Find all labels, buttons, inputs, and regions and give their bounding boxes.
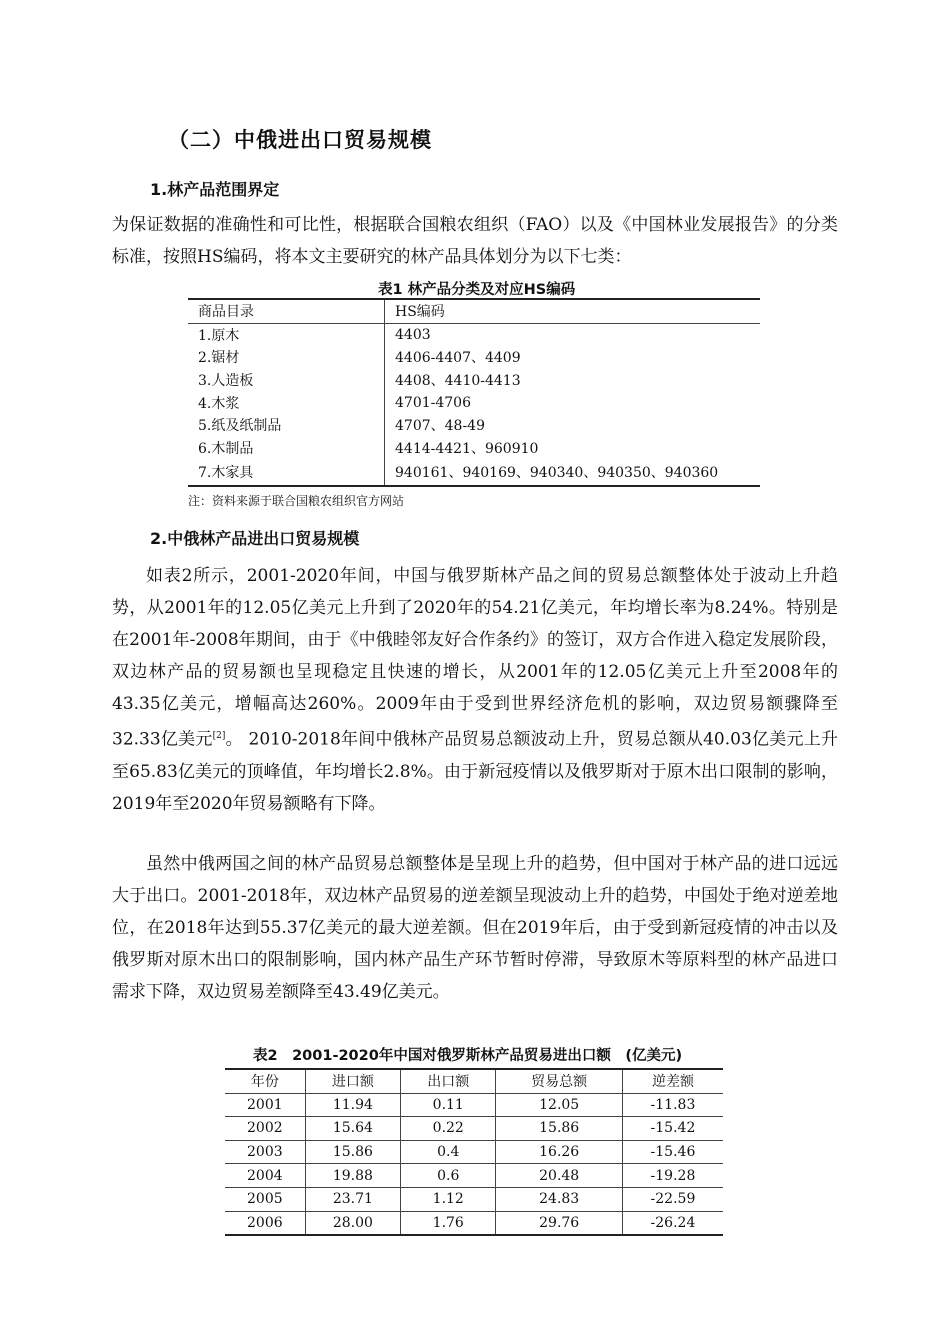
table1-cell: 2.锯材 <box>188 346 385 369</box>
table2-cell: 2005 <box>225 1187 305 1211</box>
table1-cell: 4408、4410-4413 <box>395 373 521 390</box>
table2-cell: 12.05 <box>496 1093 622 1117</box>
table2-header-cell: 贸易总额 <box>496 1069 622 1093</box>
table2-cell: -15.42 <box>622 1117 723 1141</box>
table2-cell: 28.00 <box>305 1211 400 1235</box>
table2-cell: 2004 <box>225 1164 305 1188</box>
table2-cell: -22.59 <box>622 1187 723 1211</box>
table-row <box>188 437 760 460</box>
paragraph-text: 。 2010-2018年间中俄林产品贸易总额波动上升，贸易总额从40.03亿美元上升至65.83亿美元的顶峰值，年均增长2.8%。由于新冠疫情以及俄罗斯对于原木出口限制的影响，2019年至2020年贸易额略有下降。 <box>112 729 838 814</box>
table2-cell: 29.76 <box>496 1211 622 1235</box>
table2-cell: 0.11 <box>401 1093 496 1117</box>
table1-cell: 6.木制品 <box>188 437 385 460</box>
table1-cell: 4701-4706 <box>395 394 471 411</box>
table2-cell: 0.4 <box>401 1140 496 1164</box>
trade-scale-paragraph-2: 虽然中俄两国之间的林产品贸易总额整体是呈现上升的趋势，但中国对于林产品的进口远远大于出口。2001-2018年，双边林产品贸易的逆差额呈现波动上升的趋势，中国处于绝对逆差地位，在2018年达到55.37亿美元的最大逆差额。但在2019年后，由于受到新冠疫情的冲击以及俄罗斯对原木出口的限制影响，国内林产品生产环节暂时停滞，导致原木等原料型的林产品进口需求下降，双边贸易差额降至43.49亿美元。 <box>112 854 838 1002</box>
table2-cell: 1.76 <box>401 1211 496 1235</box>
table2-cell: 24.83 <box>496 1187 622 1211</box>
table2-cell: 23.71 <box>305 1187 400 1211</box>
table1-cell: 5.纸及纸制品 <box>188 414 385 437</box>
table-row <box>188 369 760 392</box>
table2-cell: 2003 <box>225 1140 305 1164</box>
table-row <box>188 414 760 437</box>
paragraph-text: 如表2所示，2001-2020年间，中国与俄罗斯林产品之间的贸易总额整体处于波动上升趋势，从2001年的12.05亿美元上升到了2020年的54.21亿美元，年均增长率为8.24%。特别是在2001年-2008年期间，由于《中俄睦邻友好合作条约》的签订，双方合作进入稳定发展阶段，双边林产品的贸易额也呈现稳定且快速的增长，从2001年的12.05亿美元上升至2008年的43.35亿美元，增幅高达260%。2009年由于受到世界经济危机的影响，双边贸易额骤降至32.33亿美元 <box>112 566 838 750</box>
scope-paragraph: 为保证数据的准确性和可比性，根据联合国粮农组织（FAO）以及《中国林业发展报告》的分类标准，按照HS编码，将本文主要研究的林产品具体划分为以下七类： <box>112 215 838 267</box>
table2-cell: 15.64 <box>305 1117 400 1141</box>
table2-cell: 16.26 <box>496 1140 622 1164</box>
table-row <box>225 1093 723 1117</box>
table1-cell: 4406-4407、4409 <box>395 350 521 367</box>
subsection-heading-scope: 1.林产品范围界定 <box>150 180 280 199</box>
table2-cell: -11.83 <box>622 1093 723 1117</box>
table2-cell: -19.28 <box>622 1164 723 1188</box>
table1-cell: 4403 <box>395 326 431 343</box>
trade-scale-paragraph-1 <box>112 560 838 820</box>
table-row <box>188 459 760 486</box>
table1-cell: 7.木家具 <box>188 459 385 486</box>
table2-caption: 表2 2001-2020年中国对俄罗斯林产品贸易进出口额 (亿美元) <box>253 1048 683 1064</box>
table1-header-cell: HS编码 <box>385 299 761 323</box>
table-row <box>225 1117 723 1141</box>
table1-caption: 表1 林产品分类及对应HS编码 <box>378 282 576 298</box>
table2-cell: 2002 <box>225 1117 305 1141</box>
table1-cell: 940161、940169、940340、940350、940360 <box>395 465 719 482</box>
table-row <box>188 346 760 369</box>
table2-cell: 20.48 <box>496 1164 622 1188</box>
table1-cell: 4707、48-49 <box>395 418 485 435</box>
table1-header-row <box>188 299 760 323</box>
table1-header-cell: 商品目录 <box>188 299 385 323</box>
table2-cell: 1.12 <box>401 1187 496 1211</box>
table2-cell: 11.94 <box>305 1093 400 1117</box>
citation-marker: [2] <box>212 731 226 741</box>
section-heading: （二）中俄进出口贸易规模 <box>168 128 432 152</box>
table2-header-cell: 进口额 <box>305 1069 400 1093</box>
table2-cell: 2006 <box>225 1211 305 1235</box>
table2-cell: 0.6 <box>401 1164 496 1188</box>
table2-cell: -15.46 <box>622 1140 723 1164</box>
table-row <box>188 391 760 414</box>
table2-cell: 0.22 <box>401 1117 496 1141</box>
table2-header-row <box>225 1069 723 1093</box>
table1-cell: 4414-4421、960910 <box>395 440 539 457</box>
table2 <box>225 1068 723 1236</box>
table2-cell: 15.86 <box>496 1117 622 1141</box>
table2-cell: 19.88 <box>305 1164 400 1188</box>
table1-cell: 1.原木 <box>188 323 385 346</box>
table2-cell: -26.24 <box>622 1211 723 1235</box>
table2-header-cell: 逆差额 <box>622 1069 723 1093</box>
table-row <box>188 323 760 346</box>
table-row <box>225 1164 723 1188</box>
table2-cell: 15.86 <box>305 1140 400 1164</box>
table1-cell: 4.木浆 <box>188 391 385 414</box>
table1-cell: 3.人造板 <box>188 369 385 392</box>
table2-cell: 2001 <box>225 1093 305 1117</box>
table2-header-cell: 出口额 <box>401 1069 496 1093</box>
subsection-heading-trade-scale: 2.中俄林产品进出口贸易规模 <box>150 529 360 548</box>
table-row <box>225 1140 723 1164</box>
table-row <box>225 1187 723 1211</box>
table1 <box>188 298 760 487</box>
table-row <box>225 1211 723 1235</box>
table2-header-cell: 年份 <box>225 1069 305 1093</box>
table1-note: 注：资料来源于联合国粮农组织官方网站 <box>188 494 405 508</box>
